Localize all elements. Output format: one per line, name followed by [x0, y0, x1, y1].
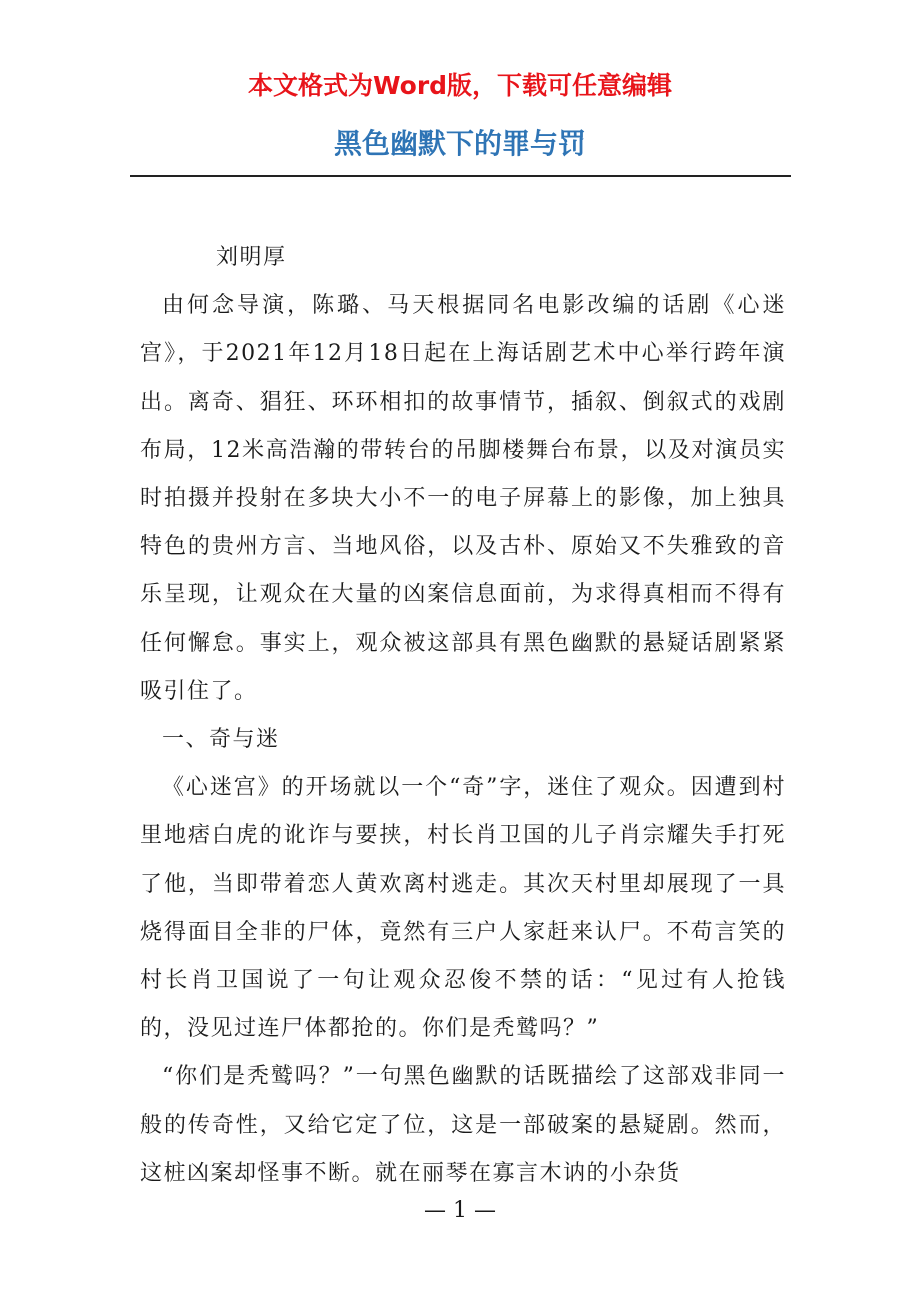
- article-body: [140, 234, 786, 1198]
- section-heading: 一、奇与迷: [162, 727, 280, 753]
- paragraph-opening: 《心迷宫》的开场就以一个“奇”字，迷住了观众。因遭到村里地痞白虎的讹诈与要挟，村长肖卫国的儿子肖宗耀失手打死了他，当即带着恋人黄欢离村逃走。其次天村里却展现了一具烧得面目全非的尸体，竟然有三户人家赶来认尸。不苟言笑的村长肖卫国说了一句让观众忍俊不禁的话：“见过有人抢钱的，没见过连尸体都抢的。你们是秃鹫吗？”: [140, 775, 786, 1042]
- paragraph-intro: 由何念导演，陈璐、马天根据同名电影改编的话剧《心迷宫》，于2021年12月18日起在上海话剧艺术中心举行跨年演出。离奇、猖狂、环环相扣的故事情节，插叙、倒叙式的戏剧布局，12米高浩瀚的带转台的吊脚楼舞台布景，以及对演员实时拍摄并投射在多块大小不一的电子屏幕上的影像，加上独具特色的贵州方言、当地风俗，以及古朴、原始又不失雅致的音乐呈现，让观众在大量的凶案信息面前，为求得真相而不得有任何懈怠。事实上，观众被这部具有黑色幽默的悬疑话剧紧紧吸引住了。: [140, 293, 786, 704]
- document-title: 黑色幽默下的罪与罚: [333, 127, 586, 160]
- page-number: — 1 —: [424, 1198, 496, 1223]
- format-notice-banner: 本文格式为Word版，下载可任意编辑: [247, 71, 673, 100]
- author-name: 刘明厚: [216, 245, 287, 270]
- paragraph-vulture: “你们是秃鹫吗？”一句黑色幽默的话既描绘了这部戏非同一般的传奇性，又给它定了位，这是一部破案的悬疑剧。然而，这桩凶案却怪事不断。就在丽琴在寡言木讷的小杂货: [140, 1064, 786, 1186]
- title-divider: [130, 175, 791, 177]
